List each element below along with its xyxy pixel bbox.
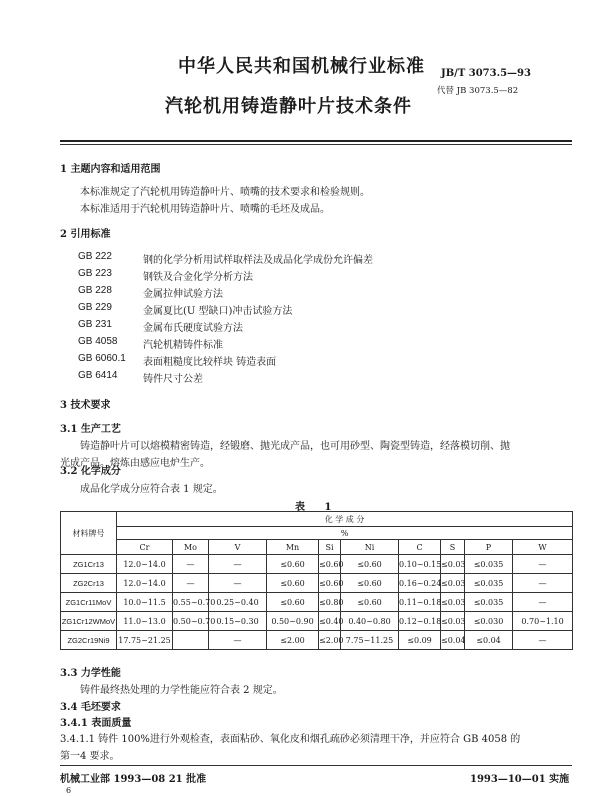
section-3-2-text: 成品化学成分应符合表 1 规定。 — [80, 484, 223, 495]
col-header-element: Cr — [117, 540, 173, 555]
page-mark: 6 — [66, 786, 72, 795]
ref-title: 金属布氏硬度试验方法 — [143, 323, 243, 334]
section-3-4-1-heading: 3.4.1 表面质量 — [60, 718, 132, 729]
table-cell: ≤0.60 — [267, 555, 319, 574]
col-header-element: Ni — [341, 540, 399, 555]
section-1-paragraph-2: 本标准适用于汽轮机用铸造静叶片、喷嘴的毛坯及成品。 — [80, 204, 330, 215]
material-cell: ZG1Cr12WMoV — [61, 612, 117, 631]
ref-code: GB 6414 — [78, 370, 118, 381]
section-3-1-heading: 3.1 生产工艺 — [60, 424, 121, 435]
footer-rule — [60, 765, 572, 766]
table-cell: 12.0~14.0 — [117, 574, 173, 593]
section-3-4-heading: 3.4 毛坯要求 — [60, 702, 121, 713]
table-cell: 0.55~0.70 — [173, 593, 209, 612]
ref-title: 铸件尺寸公差 — [143, 374, 203, 385]
table-cell: 0.10~0.15 — [399, 555, 441, 574]
table-cell: ≤0.030 — [465, 612, 513, 631]
table-row — [61, 593, 573, 612]
col-header-element: Mn — [267, 540, 319, 555]
standard-number: JB/T 3073.5—93 — [441, 68, 531, 79]
table-cell: ≤0.03 — [441, 612, 465, 631]
col-header-material: 材料牌号 — [61, 512, 117, 555]
table-cell: ≤0.60 — [341, 574, 399, 593]
table-cell: 0.25~0.40 — [209, 593, 267, 612]
table-cell: 0.16~0.24 — [399, 574, 441, 593]
table-cell: ≤0.035 — [465, 574, 513, 593]
table-cell: ≤0.03 — [441, 593, 465, 612]
section-3-4-1-1-line-1: 3.4.1.1 铸件 100%进行外观检查，表面粘砂、氧化皮和烟孔疏砂必须清理干净，并应符合 GB 4058 的 — [60, 734, 521, 745]
ref-title: 金属夏比(U 型缺口)冲击试验方法 — [143, 306, 293, 317]
ref-title: 金属拉伸试验方法 — [143, 289, 223, 300]
col-header-element: Si — [319, 540, 341, 555]
table-cell: 0.50~0.90 — [267, 612, 319, 631]
table-cell: ≤0.40 — [319, 612, 341, 631]
table-cell: 0.50~0.70 — [173, 612, 209, 631]
table-cell: 7.75~11.25 — [341, 631, 399, 650]
ref-title: 钢的化学分析用试样取样法及成品化学成份允许偏差 — [143, 255, 373, 266]
table-cell: ≤0.60 — [319, 574, 341, 593]
table-cell: — — [513, 631, 573, 650]
table-cell: ≤0.60 — [341, 593, 399, 612]
ref-title: 表面粗糙度比较样块 铸造表面 — [143, 357, 277, 368]
header-rule-thin — [60, 144, 572, 145]
header-rule — [60, 140, 572, 142]
document-title: 汽轮机用铸造静叶片技术条件 — [165, 96, 412, 117]
table-cell: 12.0~14.0 — [117, 555, 173, 574]
table-cell: 0.70~1.10 — [513, 612, 573, 631]
table-row — [61, 612, 573, 631]
table-cell: 17.75~21.25 — [117, 631, 173, 650]
table-1-title: 表 1 — [295, 502, 340, 513]
section-2-heading: 2 引用标准 — [60, 229, 111, 240]
table-cell: ≤0.60 — [319, 555, 341, 574]
section-3-4-1-1-line-2: 第一4 要求。 — [60, 751, 120, 762]
section-3-1-line-2: 光成产品。熔炼由感应电炉生产。 — [60, 458, 210, 469]
ref-code: GB 222 — [78, 251, 112, 262]
material-cell: ZG2Cr19Ni9 — [61, 631, 117, 650]
table-cell: ≤0.09 — [399, 631, 441, 650]
table-cell: ≤0.035 — [465, 593, 513, 612]
table-cell: — — [173, 574, 209, 593]
material-cell: ZG1Cr11MoV — [61, 593, 117, 612]
section-3-2-heading: 3.2 化学成分 — [60, 466, 121, 477]
section-1-heading: 1 主题内容和适用范围 — [60, 164, 161, 175]
col-header-element: C — [399, 540, 441, 555]
table-cell: — — [513, 574, 573, 593]
table-cell: ≤2.00 — [267, 631, 319, 650]
table-cell — [173, 631, 209, 650]
table-cell: 0.11~0.18 — [399, 593, 441, 612]
approval-stamp: 机械工业部 1993—08 21 批准 — [60, 774, 207, 785]
section-3-3-text: 铸件最终热处理的力学性能应符合表 2 规定。 — [80, 685, 283, 696]
table-cell: ≤0.60 — [267, 574, 319, 593]
section-3-1-line-1: 铸造静叶片可以熔模精密铸造，经锻磨、抛光成产品，也可用砂型、陶瓷型铸造，经落模切削、抛 — [80, 441, 510, 452]
table-cell: ≤0.04 — [465, 631, 513, 650]
table-cell: 0.12~0.18 — [399, 612, 441, 631]
table-cell: ≤0.60 — [267, 593, 319, 612]
chemical-composition-table — [60, 511, 573, 650]
table-row — [61, 574, 573, 593]
table-cell: — — [209, 574, 267, 593]
ref-title: 钢铁及合金化学分析方法 — [143, 272, 253, 283]
table-cell: ≤0.03 — [441, 555, 465, 574]
unit-label: % — [117, 527, 573, 540]
table-cell: — — [513, 555, 573, 574]
col-header-element: Mo — [173, 540, 209, 555]
table-cell: ≤0.60 — [341, 555, 399, 574]
ref-code: GB 4058 — [78, 336, 118, 347]
standard-category-title: 中华人民共和国机械行业标准 — [178, 56, 425, 77]
col-header-element: S — [441, 540, 465, 555]
table-cell: — — [513, 593, 573, 612]
col-header-element: P — [465, 540, 513, 555]
col-header-element: V — [209, 540, 267, 555]
material-cell: ZG1Cr13 — [61, 555, 117, 574]
ref-title: 汽轮机精铸件标准 — [143, 340, 223, 351]
table-row — [61, 631, 573, 650]
ref-code: GB 6060.1 — [78, 353, 126, 364]
table-cell: — — [209, 631, 267, 650]
table-row — [61, 555, 573, 574]
col-group-header: 化 学 成 分 — [117, 512, 573, 527]
table-cell: — — [173, 555, 209, 574]
table-cell: ≤0.80 — [319, 593, 341, 612]
section-3-heading: 3 技术要求 — [60, 400, 111, 411]
replaces-standard: 代替 JB 3073.5—82 — [437, 86, 519, 96]
ref-code: GB 229 — [78, 302, 112, 313]
ref-code: GB 231 — [78, 319, 112, 330]
table-cell: ≤0.04 — [441, 631, 465, 650]
col-header-element: W — [513, 540, 573, 555]
table-cell: 11.0~13.0 — [117, 612, 173, 631]
ref-code: GB 228 — [78, 285, 112, 296]
table-cell: ≤0.03 — [441, 574, 465, 593]
material-cell: ZG2Cr13 — [61, 574, 117, 593]
table-cell: 0.15~0.30 — [209, 612, 267, 631]
table-cell: 0.40~0.80 — [341, 612, 399, 631]
section-3-3-heading: 3.3 力学性能 — [60, 668, 121, 679]
table-cell: ≤0.035 — [465, 555, 513, 574]
ref-code: GB 223 — [78, 268, 112, 279]
section-1-paragraph-1: 本标准规定了汽轮机用铸造静叶片、喷嘴的技术要求和检验规则。 — [80, 187, 370, 198]
table-cell: 10.0~11.5 — [117, 593, 173, 612]
table-cell: — — [209, 555, 267, 574]
table-cell: ≤2.00 — [319, 631, 341, 650]
effective-date: 1993—10—01 实施 — [470, 774, 570, 785]
